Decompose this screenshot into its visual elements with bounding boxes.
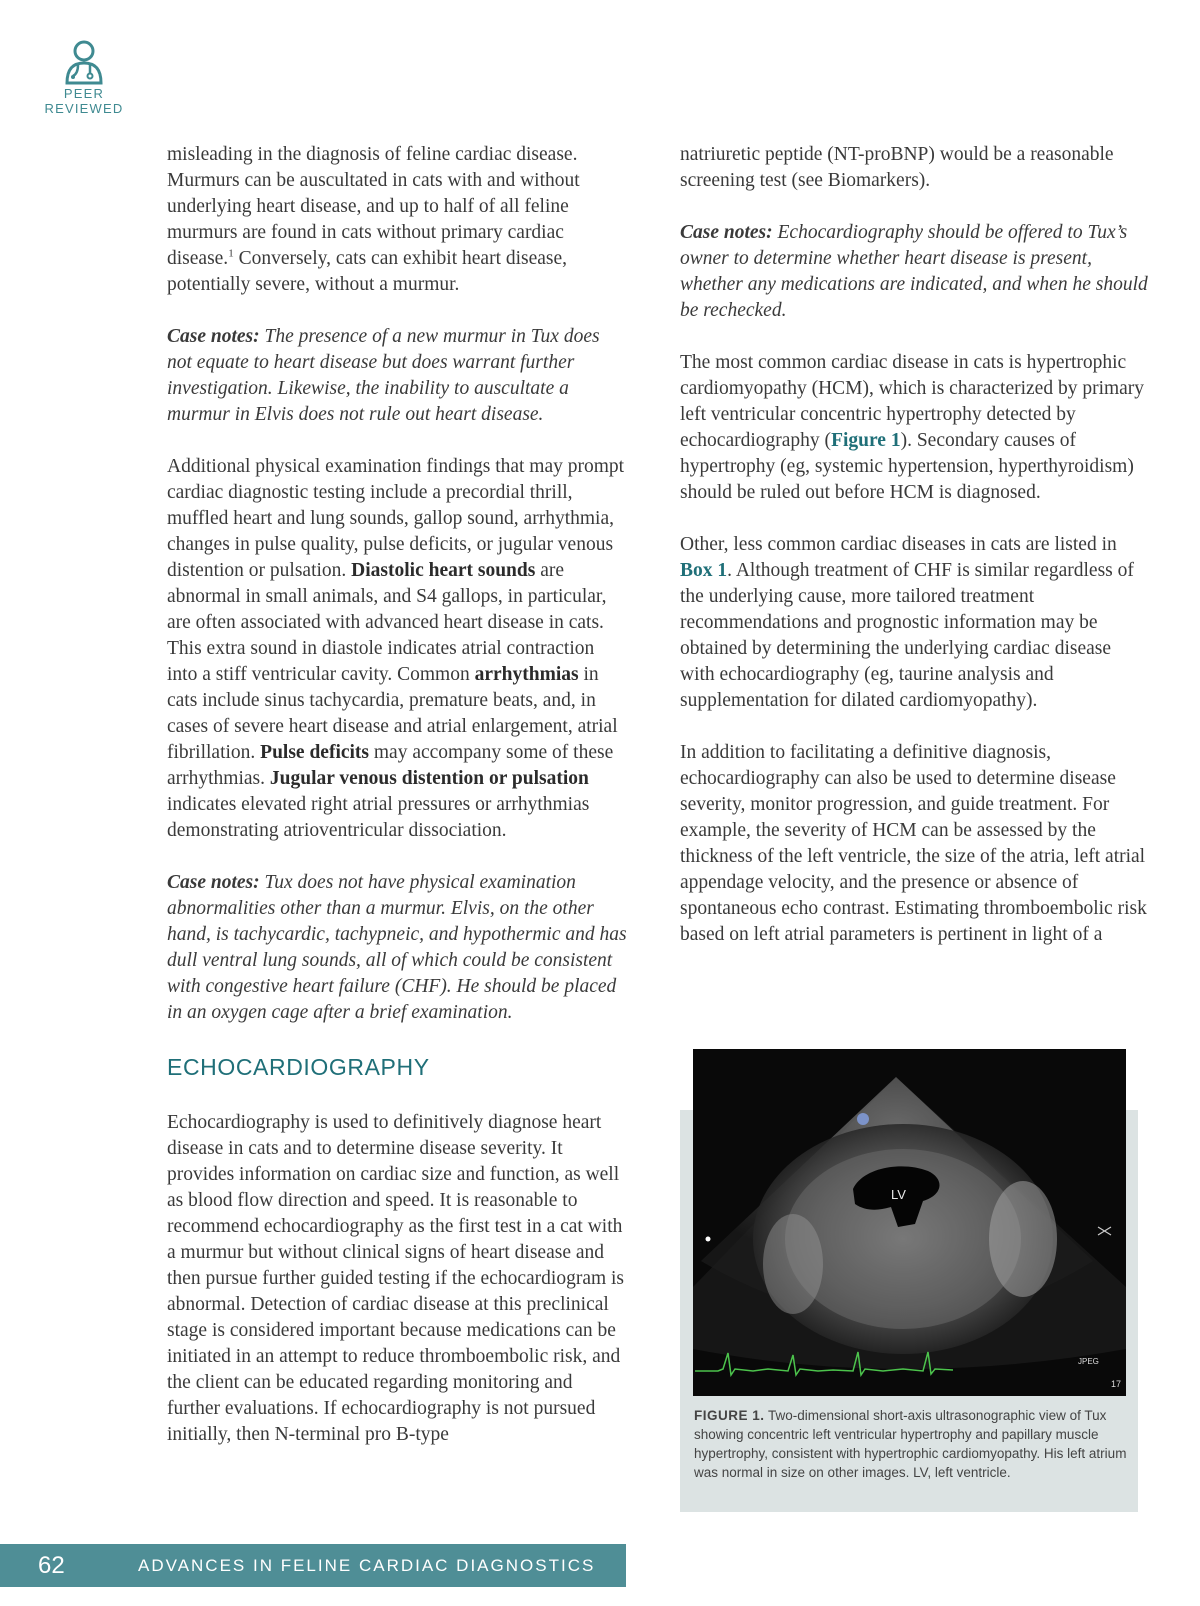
badge-line-reviewed: REVIEWED — [44, 101, 124, 116]
term-pulse-deficits: Pulse deficits — [260, 742, 370, 763]
ntprobnp-paragraph: natriuretic peptide (NT-proBNP) would be a reasonable screening test (see Biomarkers). — [680, 144, 1114, 191]
other-text-a: Other, less common cardiac diseases in cats are listed in — [680, 534, 1117, 555]
term-arrhythmias: arrhythmias — [474, 664, 579, 685]
exam-text-1: Additional physical examination findings that may prompt cardiac diagnostic testing include a precordial thrill, muffled heart and lung sounds, gallop sound, arrhythmia, changes in pulse quality, pulse deficits, or jugular venous distention or pulsation. — [167, 456, 625, 581]
figure-caption-label: FIGURE 1. — [694, 1408, 765, 1423]
echocardiography-paragraph: Echocardiography is used to definitively diagnose heart disease in cats and to determine disease severity. It provides information on cardiac size and function, as well as blood flow direction and speed. It is reasonable to recommend echocardiography as the first test in a cat with a murmur but without clinical signs of heart disease and then pursue further guided testing if the echocardiogram is abnormal. Detection of cardiac disease at this preclinical stage is considered important because medications can be initiated in an attempt to reduce thromboembolic risk, and the client can be educated regarding monitoring and further evaluations. If echocardiography is not pursued initially, then N-terminal pro B-type — [167, 1112, 625, 1445]
echocardiogram-image — [693, 1049, 1126, 1396]
figure-caption-text: Two-dimensional short-axis ultrasonographic view of Tux showing concentric left ventricular hypertrophy and papillary muscle hypertrophy, consistent with hypertrophic cardiomyopathy. His left atrium was normal in size on other images. LV, left ventricle. — [694, 1408, 1127, 1480]
corner-label: 17 — [1111, 1379, 1122, 1389]
reference-1: 1 — [228, 247, 234, 260]
case-notes-2 — [167, 870, 627, 1026]
intro-text-a: misleading in the diagnosis of feline cardiac disease. Murmurs can be auscultated in cats with and without underlying heart disease, and up to half of all feline murmurs are found in cats without primary cardiac disease. — [167, 144, 580, 269]
case-notes-label: Case notes: — [167, 326, 260, 347]
badge-line-peer: PEER — [63, 86, 105, 101]
physical-exam-paragraph — [167, 454, 627, 844]
exam-text-3: in cats include sinus tachycardia, premature beats, and, in cases of severe heart disease and atrial enlargement, atrial fibrillation. — [167, 664, 618, 763]
section-title: ADVANCES IN FELINE CARDIAC DIAGNOSTICS — [138, 1556, 596, 1575]
box-1-link[interactable]: Box 1 — [680, 560, 728, 581]
term-jugular-venous: Jugular venous distention or pulsation — [269, 768, 589, 789]
peer-reviewed-badge — [36, 36, 132, 116]
footer-bar — [0, 1544, 626, 1587]
case-notes-1 — [167, 324, 627, 428]
section-heading-echocardiography: ECHOCARDIOGRAPHY — [167, 1054, 430, 1080]
severity-paragraph: In addition to facilitating a definitive diagnosis, echocardiography can also be used to determine disease severity, monitor progression, and guide treatment. For example, the severity of HCM can be assessed by the thickness of the left ventricle, the size of the atria, left atrial appendage velocity, and the presence or absence of spontaneous echo contrast. Estimating thromboembolic risk based on left atrial parameters is pertinent in light of a — [680, 742, 1147, 945]
other-text-b: . Although treatment of CHF is similar regardless of the underlying cause, more tailored treatment recommendations and prognostic information may be obtained by determining the underlying cardiac disease with echocardiography (eg, taurine analysis and supplementation for dilated cardiomyopathy). — [680, 560, 1134, 711]
doctor-icon — [59, 36, 109, 86]
page-number: 62 — [38, 1552, 65, 1579]
hcm-paragraph — [680, 350, 1150, 506]
intro-text-b: Conversely, cats can exhibit heart disease, potentially severe, without a murmur. — [167, 248, 568, 295]
hcm-text-b: ). Secondary causes of hypertrophy (eg, systemic hypertension, hyperthyroidism) should be ruled out before HCM is diagnosed. — [680, 430, 1134, 503]
left-column — [167, 142, 627, 1474]
term-diastolic-heart-sounds: Diastolic heart sounds — [351, 560, 536, 581]
hcm-text-a: The most common cardiac disease in cats is hypertrophic cardiomyopathy (HCM), which is characterized by primary left ventricular concentric hypertrophy detected by echocardiography ( — [680, 352, 1145, 451]
right-column — [680, 142, 1150, 974]
case-notes-label: Case notes: — [167, 872, 260, 893]
other-diseases-paragraph — [680, 532, 1150, 714]
case-notes-label: Case notes: — [680, 222, 773, 243]
figure-caption — [694, 1406, 1130, 1482]
case-notes-3 — [680, 220, 1150, 324]
figure-1-link[interactable]: Figure 1 — [831, 430, 901, 451]
intro-paragraph — [167, 142, 627, 298]
exam-text-2: are abnormal in small animals, and S4 gallops, in particular, are often associated with advanced heart disease in cats. This extra sound in diastole indicates atrial contraction into a stiff ventricular cavity. Common — [167, 560, 607, 685]
exam-text-4: may accompany some of these arrhythmias. — [167, 742, 614, 789]
case-notes-text: The presence of a new murmur in Tux does not equate to heart disease but does warrant further investigation. Likewise, the inability to auscultate a murmur in Elvis does not rule out heart disease. — [167, 326, 600, 425]
case-notes-text: Tux does not have physical examination abnormalities other than a murmur. Elvis, on the other hand, is tachycardic, tachypneic, and hypothermic and has dull ventral lung sounds, all of which could be consistent with congestive heart failure (CHF). He should be placed in an oxygen cage after a brief examination. — [167, 872, 627, 1023]
jpeg-label: JPEG — [1078, 1357, 1099, 1366]
case-notes-text: Echocardiography should be offered to Tux’s owner to determine whether heart disease is present, whether any medications are indicated, and when he should be rechecked. — [680, 222, 1148, 321]
exam-text-5: indicates elevated right atrial pressures or arrhythmias demonstrating atrioventricular dissociation. — [167, 794, 590, 841]
lv-label: LV — [891, 1187, 906, 1202]
